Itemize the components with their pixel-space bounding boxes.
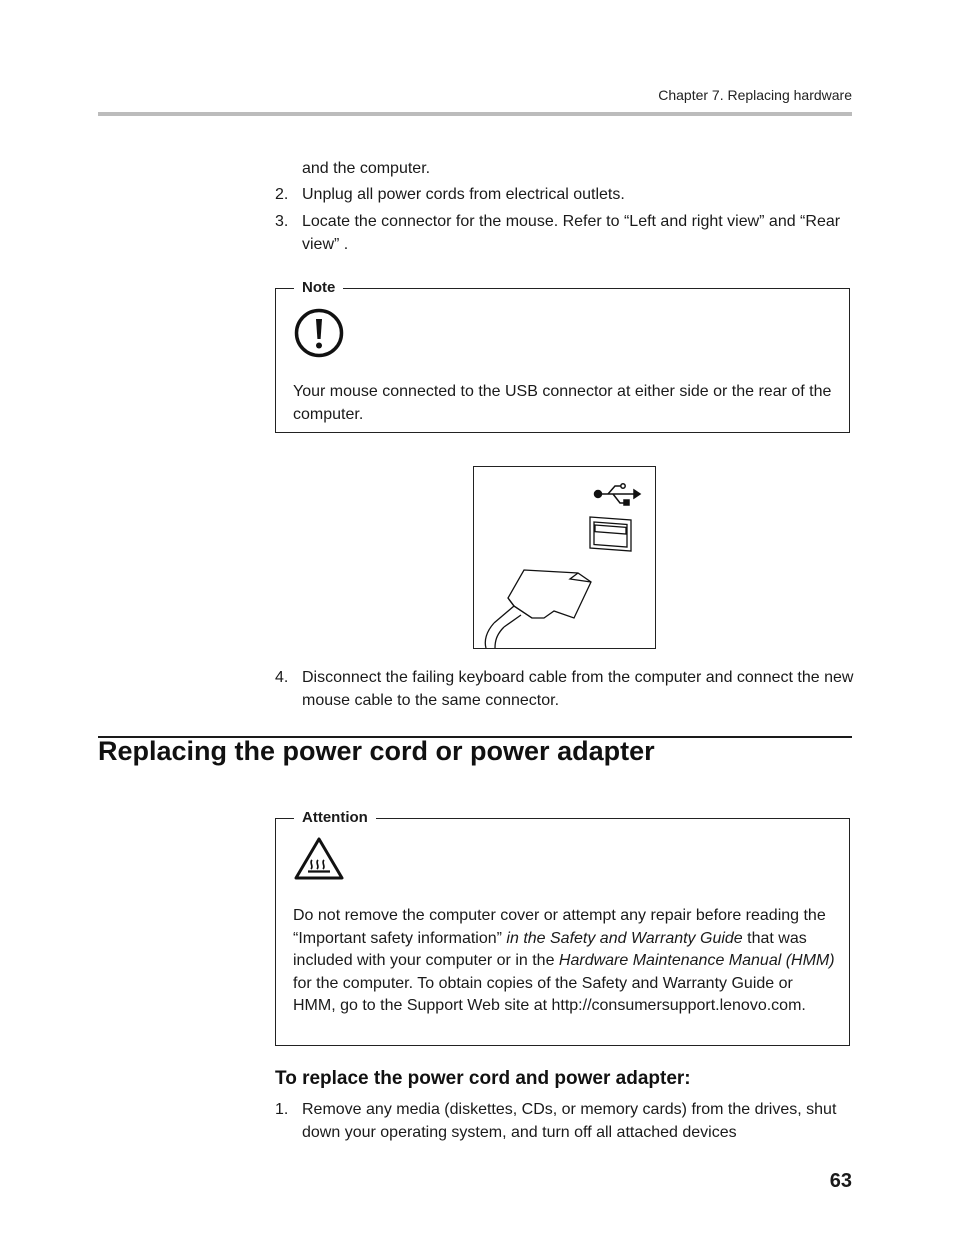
running-header: Chapter 7. Replacing hardware bbox=[658, 87, 852, 103]
step-text: Locate the connector for the mouse. Refer to “Left and right view” and “Rear view” . bbox=[302, 213, 841, 253]
list-item bbox=[275, 1098, 855, 1144]
step-number: 3. bbox=[275, 213, 289, 230]
note-text: Your mouse connected to the USB connector at either side or the rear of the computer. bbox=[293, 383, 832, 423]
hot-surface-warning-icon bbox=[293, 836, 345, 887]
step-text: Remove any media (diskettes, CDs, or memory cards) from the drives, shut down your operating system, and turn off all attached devices bbox=[302, 1101, 837, 1141]
note-box bbox=[275, 279, 850, 433]
usb-port-icon bbox=[590, 517, 631, 551]
header-rule bbox=[98, 112, 852, 116]
section-title: Replacing the power cord or power adapter bbox=[98, 736, 655, 766]
step-number: 1. bbox=[275, 1101, 289, 1118]
step-text: Unplug all power cords from electrical outlets. bbox=[302, 186, 625, 203]
attention-text bbox=[293, 905, 835, 1018]
exclamation-circle-icon bbox=[293, 307, 345, 364]
page-number: 63 bbox=[829, 1170, 852, 1192]
list-item bbox=[275, 183, 855, 206]
usb-connector-figure bbox=[473, 466, 656, 649]
usb-symbol-icon bbox=[595, 484, 641, 505]
usb-cable-plug-icon bbox=[485, 570, 591, 648]
attention-box bbox=[275, 809, 850, 1046]
list-item bbox=[275, 666, 855, 712]
safety-guide-title: in the Safety and Warranty Guide bbox=[501, 929, 743, 947]
attention-text-part: that was included with your computer or in the bbox=[293, 929, 807, 969]
step-continuation: and the computer. bbox=[302, 160, 431, 177]
step-number: 4. bbox=[275, 669, 289, 686]
note-label: Note bbox=[294, 278, 343, 298]
attention-text-part: Do not remove the computer cover or attempt any repair before reading the “Important safety information” bbox=[293, 907, 826, 947]
list-item bbox=[275, 210, 855, 256]
procedure-heading: To replace the power cord and power adapter: bbox=[275, 1068, 691, 1089]
step-text: Disconnect the failing keyboard cable from the computer and connect the new mouse cable to the same connector. bbox=[302, 669, 854, 709]
hmm-title: Hardware Maintenance Manual (HMM) bbox=[558, 952, 835, 969]
attention-text-part: for the computer. To obtain copies of the Safety and Warranty Guide or HMM, go to the Support Web site at http://consumersupport.lenovo.com. bbox=[293, 974, 806, 1014]
attention-label: Attention bbox=[294, 808, 376, 828]
step-number: 2. bbox=[275, 186, 289, 203]
